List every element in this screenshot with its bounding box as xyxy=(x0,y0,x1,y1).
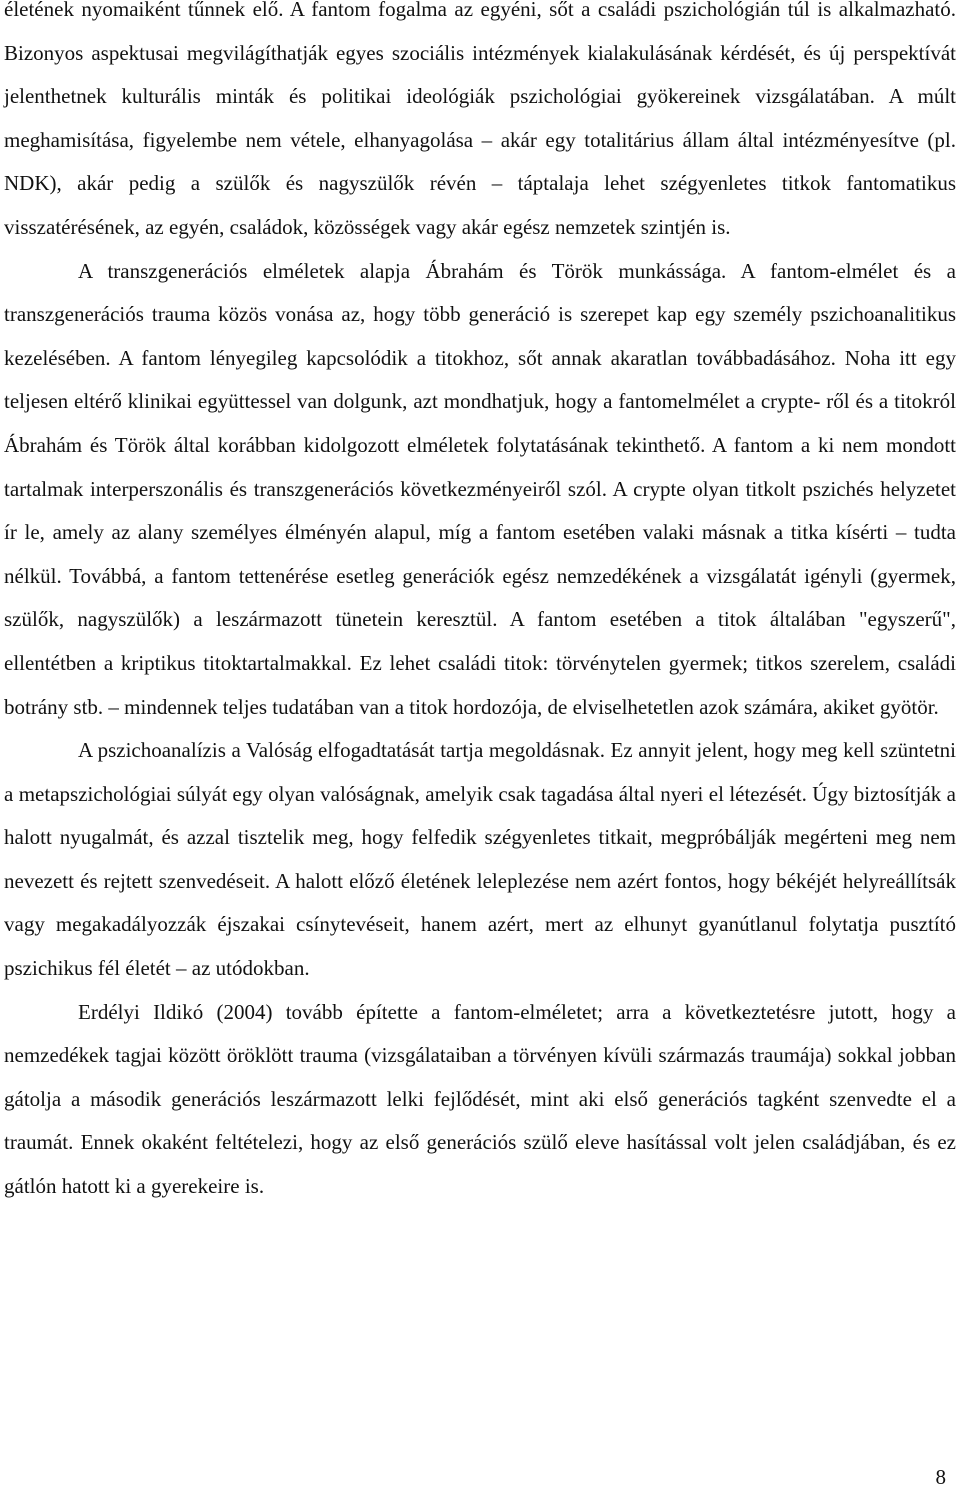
document-body xyxy=(4,0,956,1209)
paragraph-3: A pszichoanalízis a Valóság elfogadtatását tartja megoldásnak. Ez annyit jelent, hogy meg kell szüntetni a metapszichológiai súlyát egy olyan valóságnak, amelyik csak tagadása által nyeri el létezését. Úgy biztosítják a halott nyugalmát, és azzal tisztelik meg, hogy felfedik szégyenletes titkait, megpróbálják megérteni meg nem nevezett és rejtett szenvedéseit. A halott előző életének leleplezése nem azért fontos, hogy békéjét helyreállítsák vagy megakadályozzák éjszakai csínytevéseit, hanem azért, mert az elhunyt gyanútlanul folytatja pusztító pszichikus fél életét – az utódokban. xyxy=(4,738,956,981)
paragraph-1: életének nyomaiként tűnnek elő. A fantom fogalma az egyéni, sőt a családi pszichológián túl is alkalmazható. Bizonyos aspektusai megvilágíthatják egyes szociális intézmények kialakulásának kérdését, és új perspektívát jelenthetnek kulturális minták és politikai ideológiák pszichológiai gyökereinek vizsgálatában. A múlt meghamisítása, figyelembe nem vétele, elhanyagolása – akár egy totalitárius állam által intézményesítve (pl. NDK), akár pedig a szülők és nagyszülők révén – táptalaja lehet szégyenletes titkok fantomatikus visszatérésének, az egyén, családok, közösségek vagy akár egész nemzetek szintjén is. xyxy=(4,0,956,239)
page-number: 8 xyxy=(935,1465,946,1489)
paragraph-4: Erdélyi Ildikó (2004) tovább építette a fantom-elméletet; arra a következtetésre jutott, hogy a nemzedékek tagjai között öröklött trauma (vizsgálataiban a törvényen kívüli származás traumája) sokkal jobban gátolja a második generációs leszármazott lelki fejlődését, mint aki első generációs tagként szenvedte el a traumát. Ennek okaként feltételezi, hogy az első generációs szülő eleve hasítással volt jelen családjában, és ez gátlón hatott ki a gyerekeire is. xyxy=(4,999,956,1199)
paragraph-2: A transzgenerációs elméletek alapja Ábrahám és Török munkássága. A fantom-elmélet és a transzgenerációs trauma közös vonása az, hogy több generáció is szerepet kap egy személy pszichoanalitikus kezelésében. A fantom lényegileg kapcsolódik a titokhoz, sőt annak akaratlan továbbadásához. Noha itt egy teljesen eltérő klinikai együttessel van dolgunk, azt mondhatjuk, hogy a fantomelmélet a crypte- ről és a titokról Ábrahám és Török által korábban kidolgozott elméletek folytatásának tekinthető. A fantom a ki nem mondott tartalmak interperszonális és transzgenerációs következményeiről szól. A crypte olyan titkolt pszichés helyzetet ír le, amely az alany személyes élményén alapul, míg a fantom esetében valaki másnak a titka kísérti – tudta nélkül. Továbbá, a fantom tettenérése esetleg generációk egész nemzedékének a vizsgálatát igényli (gyermek, szülők, nagyszülők) a leszármazott tünetein keresztül. A fantom esetében a titok általában "egyszerű", ellentétben a kriptikus titoktartalmakkal. Ez lehet családi titok: törvénytelen gyermek; titkos szerelem, családi botrány stb. – mindennek teljes tudatában van a titok hordozója, de elviselhetetlen azok számára, akiket gyötör. xyxy=(4,258,956,719)
